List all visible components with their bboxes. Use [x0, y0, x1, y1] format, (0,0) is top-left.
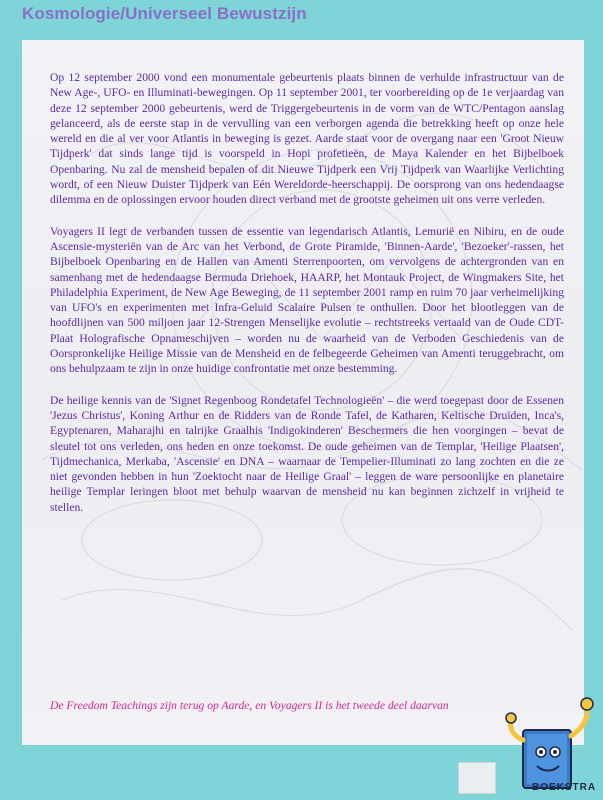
category-heading: Kosmologie/Universeel Bewustzijn	[22, 4, 307, 23]
barcode-strip	[458, 762, 496, 794]
paragraph-voyagers: Voyagers II legt de verbanden tussen de essentie van legendarisch Atlantis, Lemurië en Nibiru, en de oude Ascensie-mysteriën van de Arc van het Verbond, de Grote Piramide, 'Binnen-Aarde', 'Bezoeker'-rassen, het Bijbelboek Openbaring en de Hallen van Amenti Sterrenpoorten, om vervolgens de achtergronden van en samenhang met de hedendaagse Bermuda Driehoek, HAARP, het Montauk Project, de Wingmakers Site, het Philadelphia Experiment, de New Age Beweging, de 11 september 2001 ramp en ruim 70 jaar verheimelijking van UFO's en experimenten met Infra-Geluid Scalaire Pulsen te onthullen. Door het blootleggen van de hoofdlijnen van 500 miljoen jaar 12-Strengen Menselijke evolutie – rechtstreeks vertaald van de Oude CDT-Plaat Holografische Opnameschijven – worden nu de waarheid van de Verboden Geschiedenis van de Oorspronkelijke Heilige Missie van de Mensheid en de felbegeerde Geheimen van Amenti teruggebracht, om ons behulpzaam te zijn in onze huidige confrontatie met onze bestemming.	[50, 224, 564, 376]
description-text	[50, 70, 564, 531]
paragraph-signet: De heilige kennis van de 'Signet Regenboog Rondetafel Technologieën' – die werd toegepast door de Essenen 'Jezus Christus', Koning Arthur en de Ridders van de Ronde Tafel, de Katharen, Keltische Druïden, Inca's, Egyptenaren, Maharajhi en talrijke Graalhis 'Indigokinderen' Beschermers die hen voorgingen – bevat de sleutel tot ons verleden, ons heden en onze toekomst. De oude geheimen van de Templar, 'Heilige Plaatsen', Tijdmechanica, Merkaba, 'Ascensie' en DNA – waarnaar de Tempelier-Illuminati zo lang zochten en die ze niet gevonden hebben in hun 'Zoektocht naar de Heilige Graal' – leggen de ware persoonlijke en planetaire heilige Templar leringen bloot met behulp waarvan de mensheid nu kan beginnen zichzelf in vrijheid te stellen.	[50, 393, 564, 514]
paragraph-intro: Op 12 september 2000 vond een monumentale gebeurtenis plaats binnen de verhulde infrastructuur van de New Age-, UFO- en Illuminati-bewegingen. Op 11 september 2001, ter voorbereiding op de 1e verjaardag van deze 12 september 2000 gebeurtenis, werd de Triggergebeurtenis in de vorm van de WTC/Pentagon aanslag gelanceerd, als de eerste stap in de vervulling van een verborgen agenda die betrekking heeft op onze hele wereld en die al ver voor Atlantis in beweging is gezet. Aarde staat voor de overgang naar een 'Groot Nieuw Tijdperk' dat sinds lange tijd is voorspeld in Hopi profetieën, de Maya Kalender en het Bijbelboek Openbaring. Nu zal de mensheid bepalen of dit Nieuwe Tijdperk een Vrij Tijdperk van Waarlijke Verlichting wordt, of een Nieuw Duister Tijdperk van Eén Wereldorde-heerschappij. De oorsprong van ons hedendaagse dilemma en de oplossingen ervoor houden direct verband met de grootste geheimen uit ons verre verleden.	[50, 71, 564, 207]
boekstra-label: BOEKSTRA	[532, 782, 597, 793]
closing-tagline: De Freedom Teachings zijn terug op Aarde, en Voyagers II is het tweede deel daarvan	[50, 699, 449, 712]
text-panel	[22, 40, 584, 745]
